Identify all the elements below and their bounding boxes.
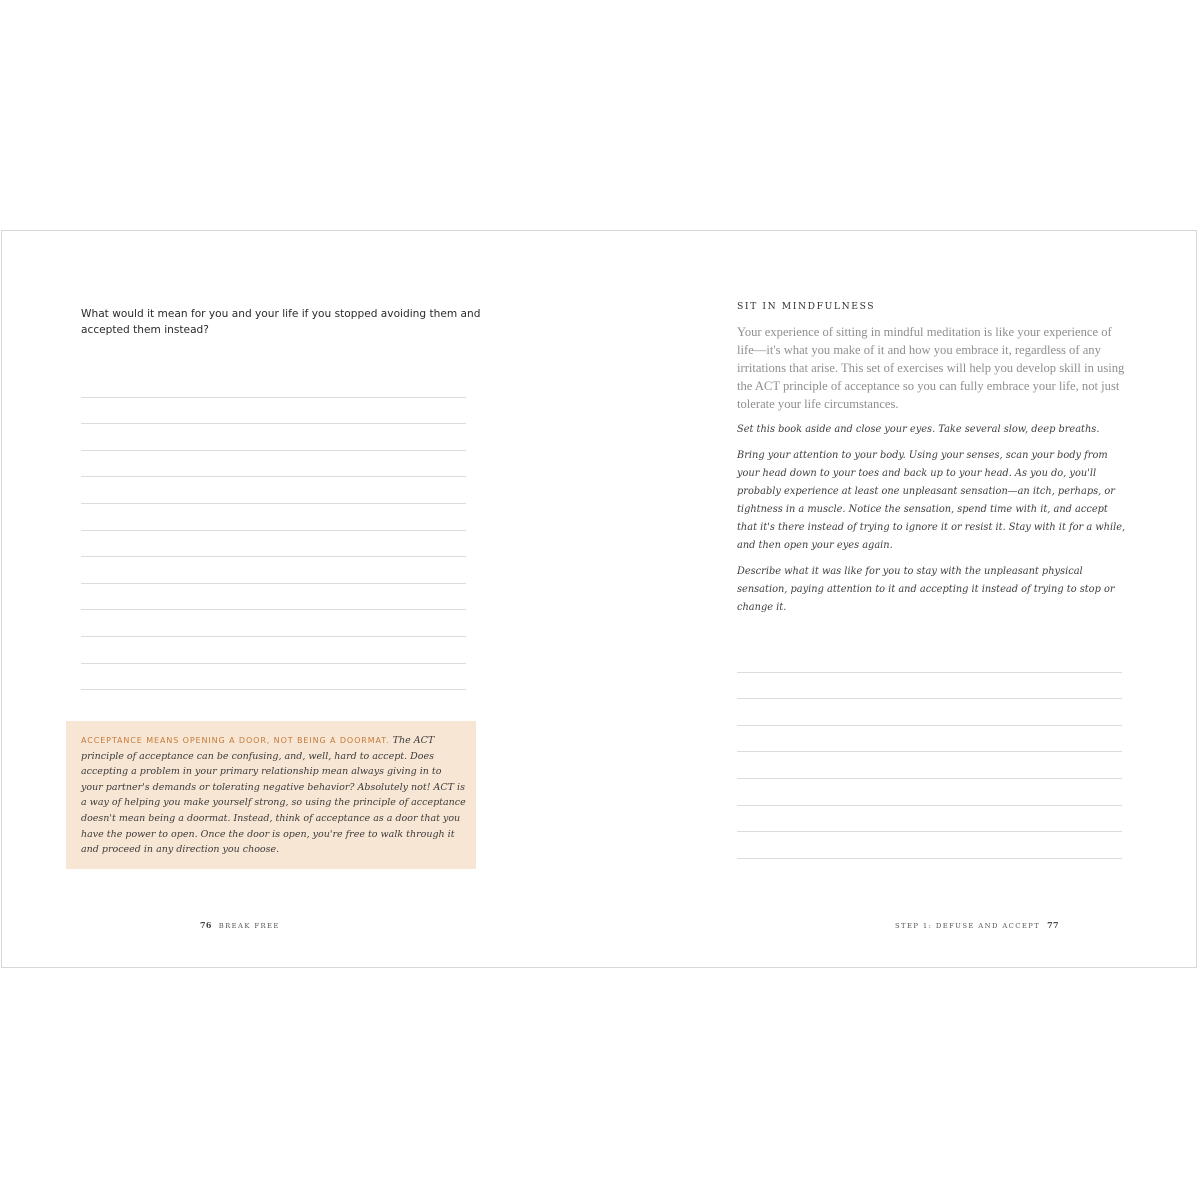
folio-right	[888, 920, 1059, 930]
writing-line	[81, 371, 466, 398]
left-page	[2, 231, 600, 967]
writing-line	[737, 646, 1122, 673]
instruction-paragraph: Set this book aside and close your eyes. Take several slow, deep breaths.	[737, 424, 1100, 435]
running-head: BREAK FREE	[218, 922, 280, 930]
writing-line	[81, 504, 466, 531]
tip-lead: ACCEPTANCE MEANS OPENING A DOOR, NOT BEING A DOORMAT.	[81, 736, 390, 745]
instruction-paragraph: Bring your attention to your body. Using your senses, scan your body from your head down to your toes and back up to your head. As you do, you'll probably experience at least one unpleasant sensation—an itch, perhaps, or tightness in a muscle. Notice the sensation, spend time with it, and accept that it's there instead of trying to ignore it or resist it. Stay with it for a while, and then open your eyes again.	[737, 450, 1126, 551]
page-number: 76	[200, 920, 212, 930]
right-page	[600, 231, 1198, 967]
writing-line	[81, 451, 466, 478]
writing-line	[81, 424, 466, 451]
tip-body: The ACT principle of acceptance can be confusing, and, well, hard to accept. Does accepting a problem in your primary relationship mean always giving in to your partner's demands or tolerating negative behavior? Absolutely not! ACT is a way of helping you make yourself strong, so using the principle of acceptance doesn't mean being a doormat. Instead, think of acceptance as a door that you have the power to open. Once the door is open, you're free to walk through it and proceed in any direction you choose.	[81, 735, 466, 856]
writing-line	[81, 664, 466, 691]
writing-lines-right	[737, 646, 1122, 859]
writing-line	[737, 699, 1122, 726]
writing-line	[737, 752, 1122, 779]
tip-callout	[66, 721, 476, 869]
writing-line	[81, 557, 466, 584]
book-spread	[1, 230, 1197, 968]
page-number: 77	[1047, 920, 1059, 930]
writing-line	[737, 726, 1122, 753]
writing-lines-left	[81, 371, 466, 690]
writing-line	[81, 531, 466, 558]
writing-line	[737, 832, 1122, 859]
writing-line	[81, 610, 466, 637]
writing-line	[81, 477, 466, 504]
writing-line	[737, 779, 1122, 806]
journal-prompt: Describe what it was like for you to stay with the unpleasant physical sensation, paying attention to it and accepting it instead of trying to stop or change it.	[737, 566, 1115, 613]
writing-line	[737, 673, 1122, 700]
tip-text	[81, 733, 466, 858]
writing-line	[81, 637, 466, 664]
running-head: STEP 1: DEFUSE AND ACCEPT	[895, 922, 1041, 930]
writing-line	[81, 584, 466, 611]
journal-prompt: What would it mean for you and your life if you stopped avoiding them and accepted them instead?	[81, 308, 481, 336]
section-heading: SIT IN MINDFULNESS	[737, 301, 876, 312]
writing-line	[737, 806, 1122, 833]
folio-left	[200, 920, 287, 930]
writing-line	[81, 398, 466, 425]
intro-paragraph: Your experience of sitting in mindful meditation is like your experience of life—it's what you make of it and how you embrace it, regardless of any irritations that arise. This set of exercises will help you develop skill in using the ACT principle of acceptance so you can fully embrace your life, not just tolerate your life circumstances.	[737, 325, 1125, 411]
